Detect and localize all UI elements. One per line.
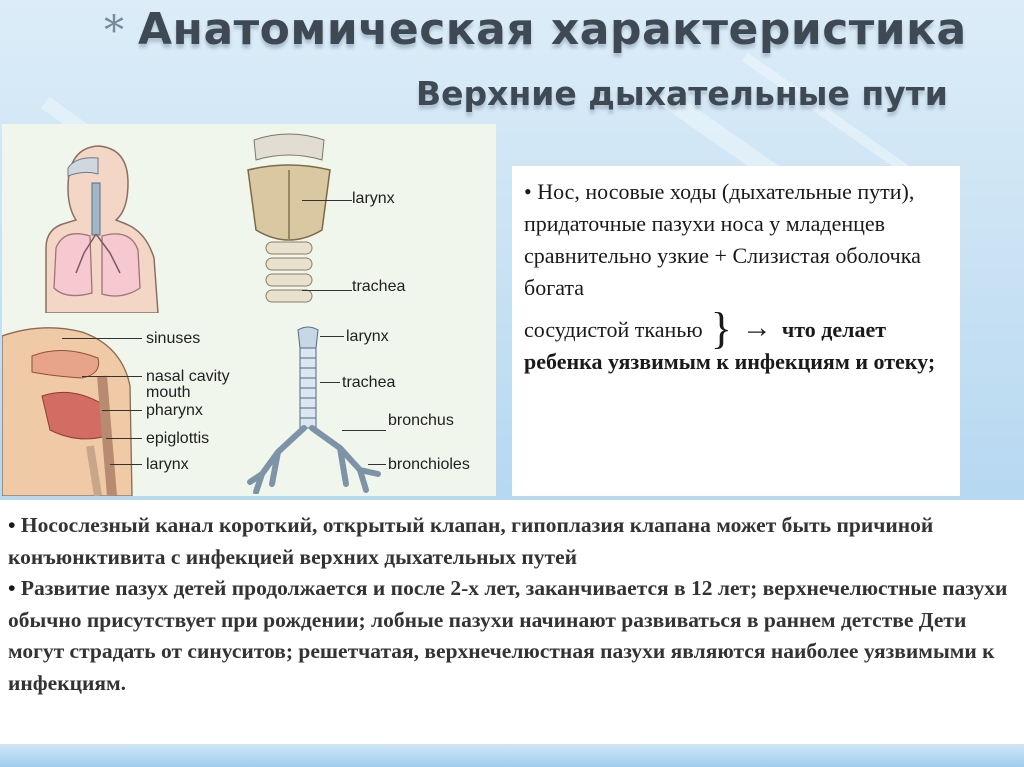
nasolacrimal-duct-note: Носослезный канал короткий, открытый клапан, гипоплазия клапана может быть причиной конъюнктивита с инфекцией верхних дыхательных путей xyxy=(8,513,934,569)
bullet-marker: • xyxy=(8,576,16,600)
label-larynx-tree: larynx xyxy=(346,328,389,345)
arrow-right-icon: → xyxy=(741,311,772,344)
label-trachea: trachea xyxy=(352,278,406,295)
title-bullet-star: * xyxy=(104,8,124,54)
label-mouth: mouth xyxy=(146,384,191,401)
label-nasal-cavity: nasal cavity xyxy=(146,368,230,385)
footer-background xyxy=(0,744,1024,767)
sinus-development-note: Развитие пазух детей продолжается и после 2-х лет, заканчивается в 12 лет; верхнечелюстные пазухи обычно присутствует при рождении; лобные пазухи начинают развиваться в раннем детстве Дети могут страдать от синуситов; решетчатая, верхнечелюстная пазухи являются наиболее уязвимыми к инфекциям. xyxy=(8,576,1008,695)
label-epiglottis: epiglottis xyxy=(146,430,210,447)
vulnerability-conclusion: что делает ребенка уязвимым к инфекциям и отеку; xyxy=(524,317,936,374)
vascular-tissue-text: сосудистой тканью xyxy=(524,317,703,342)
label-larynx-side: larynx xyxy=(146,456,189,473)
bottom-notes-box xyxy=(0,500,1024,744)
label-bronchus: bronchus xyxy=(388,412,454,429)
bronchial-tree-figure xyxy=(242,324,392,494)
larynx-trachea-figure xyxy=(234,130,344,315)
slide-subtitle: Верхние дыхательные пути xyxy=(416,74,948,113)
label-bronchioles: bronchioles xyxy=(388,456,470,473)
torso-lungs-figure xyxy=(6,128,166,313)
nose-description-box xyxy=(512,166,960,496)
label-trachea-tree: trachea xyxy=(342,374,396,391)
slide-title: Анатомическая характеристика xyxy=(138,4,967,55)
nose-description-text: • Нос, носовые ходы (дыхательные пути), придаточные пазухи носа у младенцев сравнительно узкие + Слизистая оболочка богата xyxy=(524,179,921,300)
bullet-marker: • xyxy=(8,513,16,537)
head-section-figure xyxy=(2,326,142,496)
curly-brace-symbol: } xyxy=(710,304,732,353)
label-larynx: larynx xyxy=(352,190,395,207)
label-pharynx: pharynx xyxy=(146,402,203,419)
anatomy-illustrations xyxy=(2,124,496,496)
label-sinuses: sinuses xyxy=(146,330,201,347)
